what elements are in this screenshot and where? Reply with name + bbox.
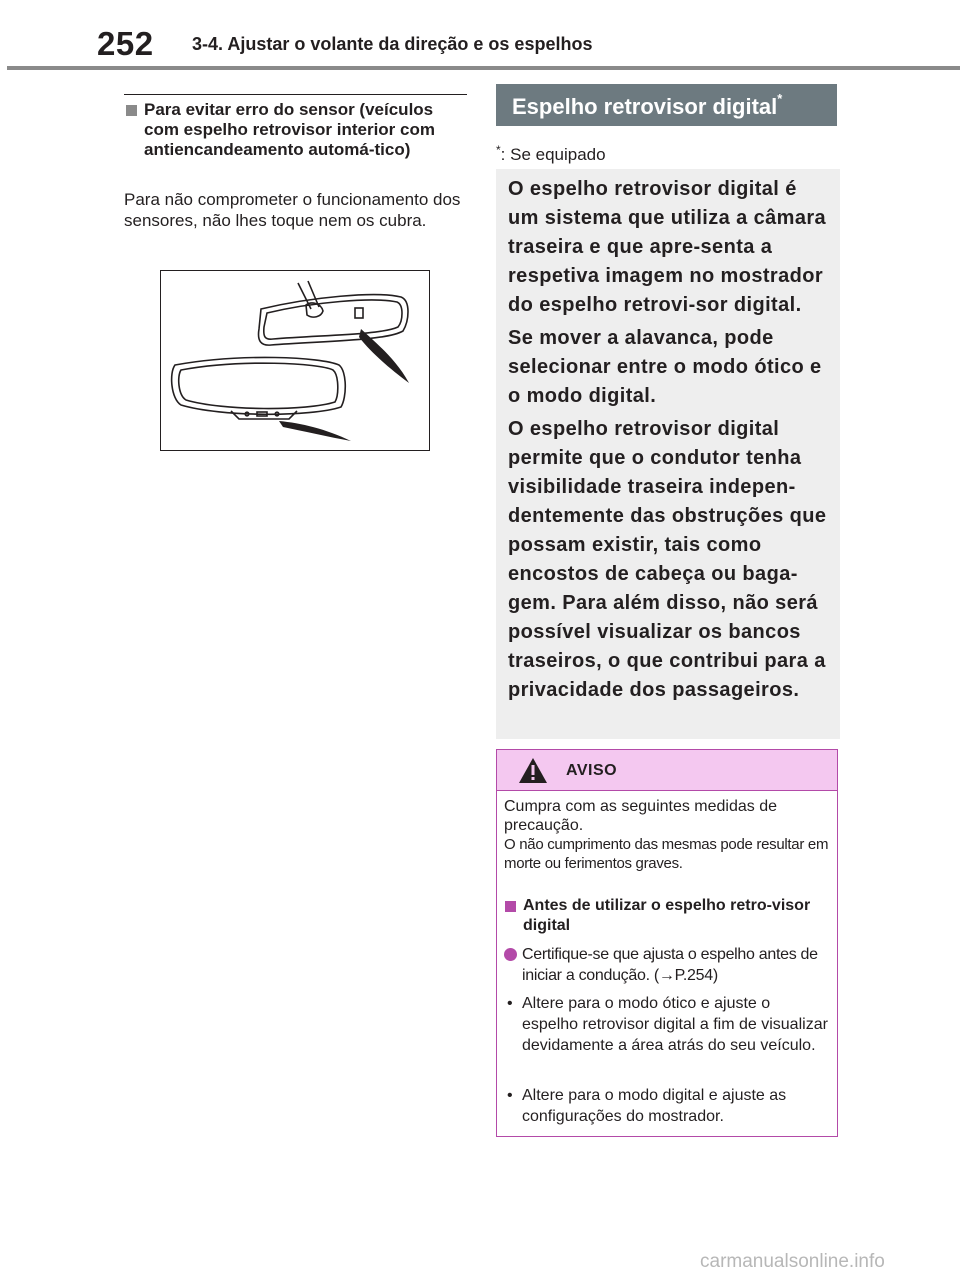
- section-banner: [496, 84, 837, 126]
- banner-title: Espelho retrovisor digital: [512, 94, 778, 119]
- footnote-text: : Se equipado: [500, 145, 606, 164]
- bullet-glyph: •: [507, 995, 513, 1012]
- footnote: [496, 143, 606, 165]
- warning-box: [496, 749, 838, 1137]
- warning-title: AVISO: [566, 762, 618, 779]
- intro-paragraph: O espelho retrovisor digital é um sistema que utiliza a câmara traseira e que apre-senta a respetiva imagem no mostrador do espelho retrovi-sor digital.: [508, 178, 827, 316]
- page-number: 252: [97, 25, 154, 62]
- warning-intro: [504, 797, 829, 873]
- section-title: 3-4. Ajustar o volante da direção e os espelhos: [192, 34, 593, 54]
- warning-bullet-item: [504, 1085, 829, 1127]
- bullet-glyph: •: [507, 1087, 513, 1104]
- warning-bullet-item: [504, 993, 829, 1056]
- intro-paragraph: Se mover a alavanca, pode selecionar entre o modo ótico e o modo digital.: [508, 327, 822, 407]
- warning-header: [497, 750, 837, 791]
- watermark: carmanualsonline.info: [700, 1251, 885, 1272]
- warning-dot-item: [504, 944, 829, 986]
- sensor-subheading-text: Para evitar erro do sensor (veículos com espelho retrovisor interior com antiencandeamento automá-tico): [144, 100, 435, 159]
- warning-subheading: [504, 896, 829, 936]
- warning-triangle-icon: [518, 757, 548, 784]
- sensor-body-text: Para não comprometer o funcionamento dos sensores, não lhes toque nem os cubra.: [124, 190, 461, 230]
- warning-bullet-text: Altere para o modo digital e ajuste as configurações do mostrador.: [522, 1087, 787, 1125]
- mirror-illustration: [160, 270, 430, 451]
- square-bullet-icon: [126, 105, 137, 116]
- warning-subheading-text: Antes de utilizar o espelho retro-visor digital: [523, 897, 811, 934]
- dot-bullet-icon: [504, 948, 517, 961]
- warning-intro-line: Cumpra com as seguintes medidas de precaução.: [504, 798, 778, 834]
- banner-footnote-mark: *: [777, 91, 783, 106]
- subheading-rule: [124, 94, 467, 95]
- intro-box: [496, 169, 840, 739]
- header-rule: [7, 66, 960, 70]
- warning-intro-consequence: O não cumprimento das mesmas pode resultar em morte ou ferimentos graves.: [504, 836, 829, 872]
- mirror-drawing: [161, 271, 428, 449]
- square-bullet-icon: [505, 901, 516, 912]
- sensor-subheading: [124, 100, 467, 160]
- warning-bullet-text: Altere para o modo ótico e ajuste o espelho retrovisor digital a fim de visualizar devidamente a área atrás do seu veículo.: [522, 995, 828, 1054]
- intro-paragraph: O espelho retrovisor digital permite que o condutor tenha visibilidade traseira indepen-dentemente das obstruções que possam existir, tais como encostos de cabeça ou baga-gem. Para além disso, não será possível visualizar os bancos traseiros, o que contribui para a privacidade dos passageiros.: [508, 418, 827, 701]
- footnote-mark: *: [496, 143, 501, 157]
- warning-dot-text: Certifique-se que ajusta o espelho antes de iniciar a condução. (→P.254): [522, 946, 818, 984]
